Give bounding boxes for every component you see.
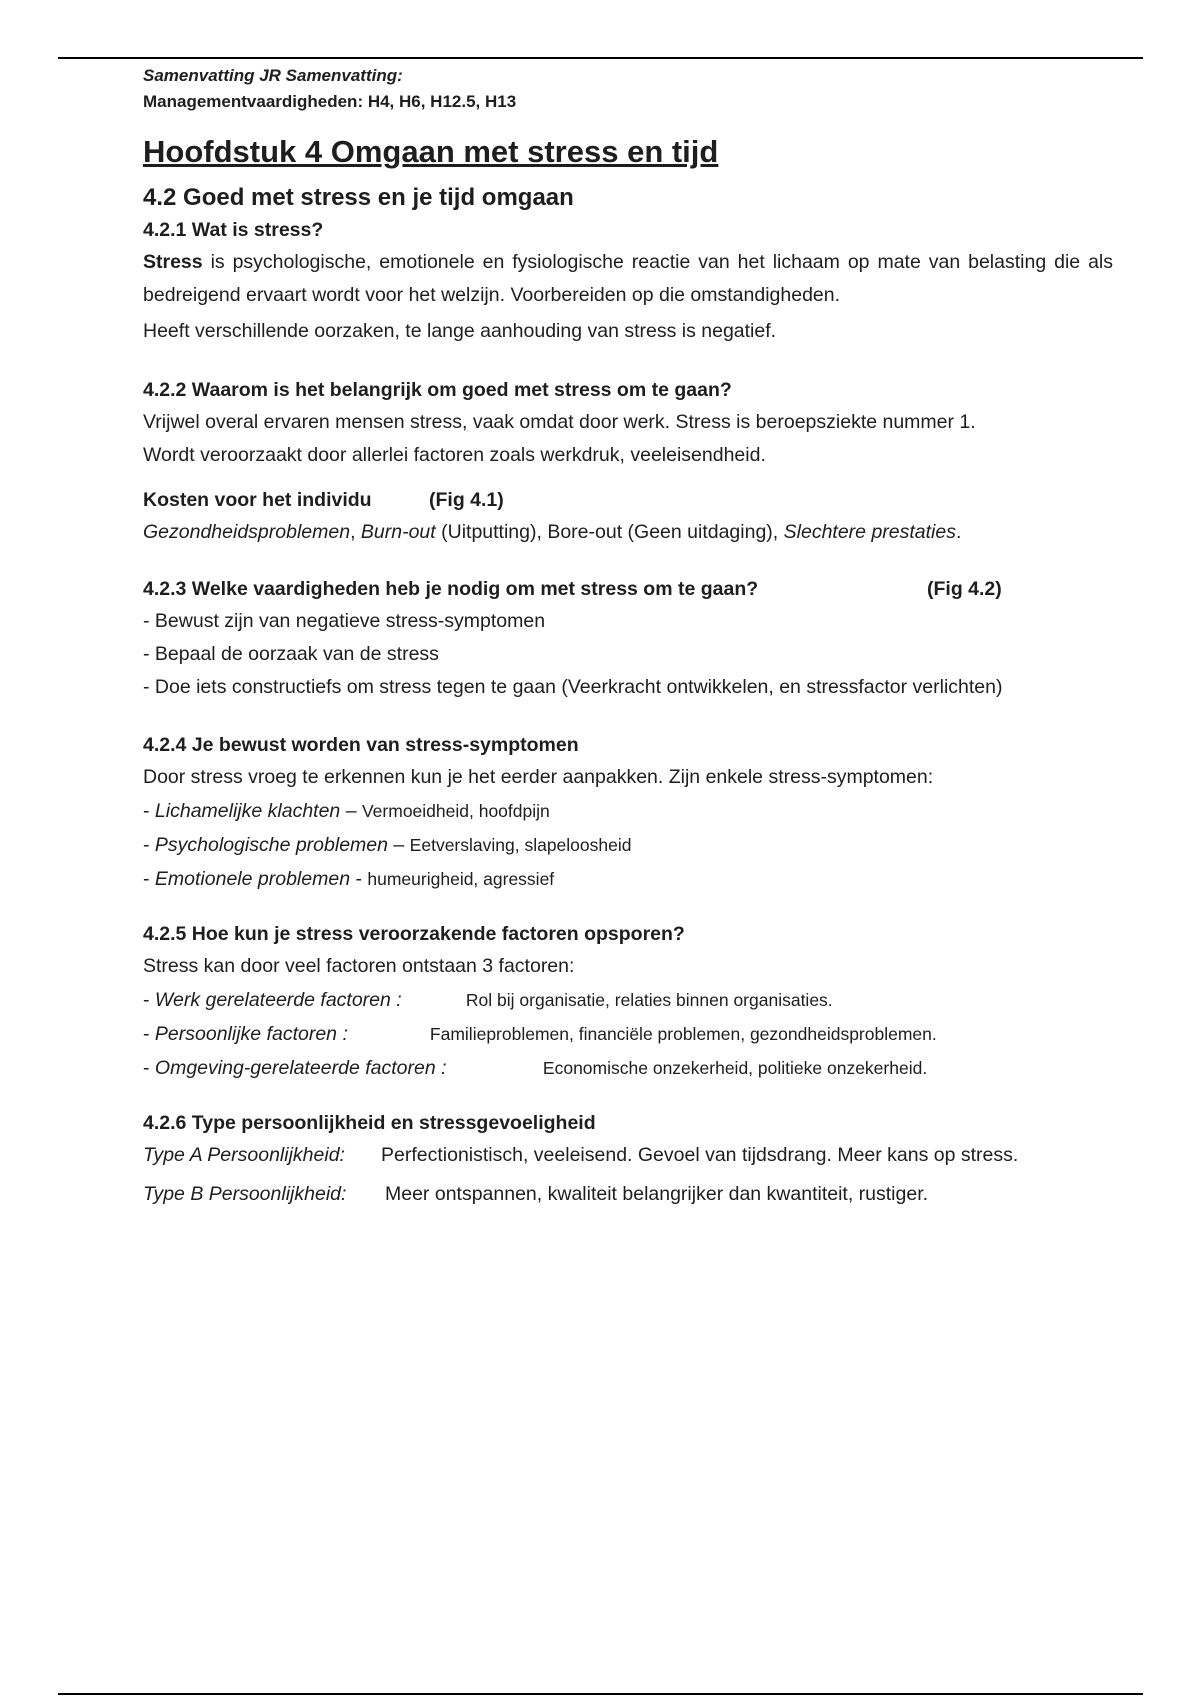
- section-4-2-2: [143, 374, 1113, 472]
- section-heading: 4.2.2 Waarom is het belangrijk om goed met stress om te gaan?: [143, 379, 732, 401]
- factor-label: Omgeving-gerelateerde factoren :: [154, 1057, 447, 1079]
- term-stress: Stress: [143, 251, 203, 273]
- symptom-label: Psychologische problemen: [154, 834, 388, 856]
- cost-item: Gezondheidsproblemen: [143, 521, 351, 543]
- factor-value: Familieproblemen, financiële problemen, gezondheidsproblemen.: [429, 1024, 937, 1044]
- factor-item: [143, 983, 1113, 1017]
- symptom-item: [143, 794, 1113, 828]
- dash: -: [143, 834, 155, 856]
- personality-label: Type B Persoonlijkheid:: [143, 1183, 347, 1205]
- separator: -: [350, 868, 368, 890]
- paragraph: Stress kan door veel factoren ontstaan 3 factoren:: [143, 955, 575, 977]
- symptom-label: Emotionele problemen: [154, 868, 351, 890]
- dash: -: [143, 800, 155, 822]
- cost-item: Burn-out: [360, 521, 436, 543]
- factor-value: Rol bij organisatie, relaties binnen organisaties.: [465, 990, 833, 1010]
- section-4-2-5: [143, 918, 1113, 1085]
- header-line-1: Samenvatting JR Samenvatting:: [143, 66, 403, 85]
- section-4-2-1: [143, 214, 1113, 348]
- symptom-value: humeurigheid, agressief: [367, 869, 555, 889]
- section-heading: 4.2.4 Je bewust worden van stress-symptomen: [143, 734, 579, 756]
- section-4-2-3: [143, 573, 1113, 703]
- factor-value: Economische onzekerheid, politieke onzekerheid.: [542, 1058, 928, 1078]
- paragraph: Wordt veroorzaakt door allerlei factoren zoals werkdruk, veeleisendheid.: [143, 444, 766, 466]
- top-rule: [58, 57, 1143, 59]
- paragraph: Vrijwel overal ervaren mensen stress, vaak omdat door werk. Stress is beroepsziekte nummer 1.: [143, 411, 976, 433]
- factor-item: [143, 1017, 1113, 1051]
- heading-row: [143, 484, 1113, 516]
- symptom-item: [143, 828, 1113, 862]
- symptom-value: Eetverslaving, slapeloosheid: [409, 835, 632, 855]
- paragraph-text: is psychologische, emotionele en fysiologische reactie van het lichaam op mate van belasting die als bedreigend ervaart wordt voor het welzijn. Voorbereiden op die omstandigheden.: [143, 251, 1113, 306]
- section-4-2-6: [143, 1107, 1113, 1211]
- list-item: - Bepaal de oorzaak van de stress: [143, 643, 439, 665]
- paragraph: Door stress vroeg te erkennen kun je het eerder aanpakken. Zijn enkele stress-symptomen:: [143, 766, 934, 788]
- paragraph: [143, 516, 1113, 549]
- personality-item: [143, 1139, 1113, 1172]
- section-title: 4.2 Goed met stress en je tijd omgaan: [143, 184, 574, 211]
- chapter-title: Hoofdstuk 4 Omgaan met stress en tijd: [143, 134, 719, 169]
- section-heading: 4.2.3 Welke vaardigheden heb je nodig om met stress om te gaan?: [143, 578, 759, 600]
- cost-detail: (Uitputting), Bore-out (Geen uitdaging),: [435, 521, 784, 543]
- separator: ,: [350, 521, 361, 543]
- figure-reference: (Fig 4.2): [927, 578, 1002, 600]
- factor-item: [143, 1051, 1113, 1085]
- paragraph: Heeft verschillende oorzaken, te lange aanhouding van stress is negatief.: [143, 320, 777, 342]
- symptom-item: [143, 862, 1113, 896]
- personality-label: Type A Persoonlijkheid:: [143, 1144, 345, 1166]
- separator: –: [340, 800, 362, 822]
- dash: -: [143, 1023, 155, 1045]
- section-4-2-4: [143, 729, 1113, 896]
- section-heading: 4.2.1 Wat is stress?: [143, 219, 324, 241]
- list-item: - Doe iets constructiefs om stress tegen te gaan (Veerkracht ontwikkelen, en stressfactor verlichten): [143, 676, 1003, 698]
- section-heading: Kosten voor het individu: [143, 489, 372, 511]
- separator: –: [387, 834, 410, 856]
- dash: -: [143, 868, 155, 890]
- personality-value: Perfectionistisch, veeleisend. Gevoel van tijdsdrang. Meer kans op stress.: [381, 1144, 1019, 1166]
- bottom-rule: [58, 1693, 1143, 1695]
- dash: -: [143, 989, 155, 1011]
- factor-label: Persoonlijke factoren :: [154, 1023, 348, 1045]
- personality-item: [143, 1178, 1113, 1211]
- paragraph: [143, 246, 1113, 312]
- symptom-value: Vermoeidheid, hoofdpijn: [361, 801, 550, 821]
- symptom-label: Lichamelijke klachten: [154, 800, 341, 822]
- factor-label: Werk gerelateerde factoren :: [154, 989, 402, 1011]
- figure-reference: (Fig 4.1): [429, 489, 504, 511]
- personality-value: Meer ontspannen, kwaliteit belangrijker dan kwantiteit, rustiger.: [385, 1183, 929, 1205]
- header-line-2: Managementvaardigheden: H4, H6, H12.5, H13: [143, 92, 517, 111]
- document-body: [143, 62, 1113, 1211]
- cost-item: Slechtere prestaties: [783, 521, 956, 543]
- dash: -: [143, 1057, 155, 1079]
- heading-row: [143, 573, 1113, 605]
- section-kosten: [143, 484, 1113, 549]
- period: .: [955, 521, 962, 543]
- section-heading: 4.2.5 Hoe kun je stress veroorzakende factoren opsporen?: [143, 923, 685, 945]
- section-heading: 4.2.6 Type persoonlijkheid en stressgevoeligheid: [143, 1112, 596, 1134]
- list-item: - Bewust zijn van negatieve stress-symptomen: [143, 610, 546, 632]
